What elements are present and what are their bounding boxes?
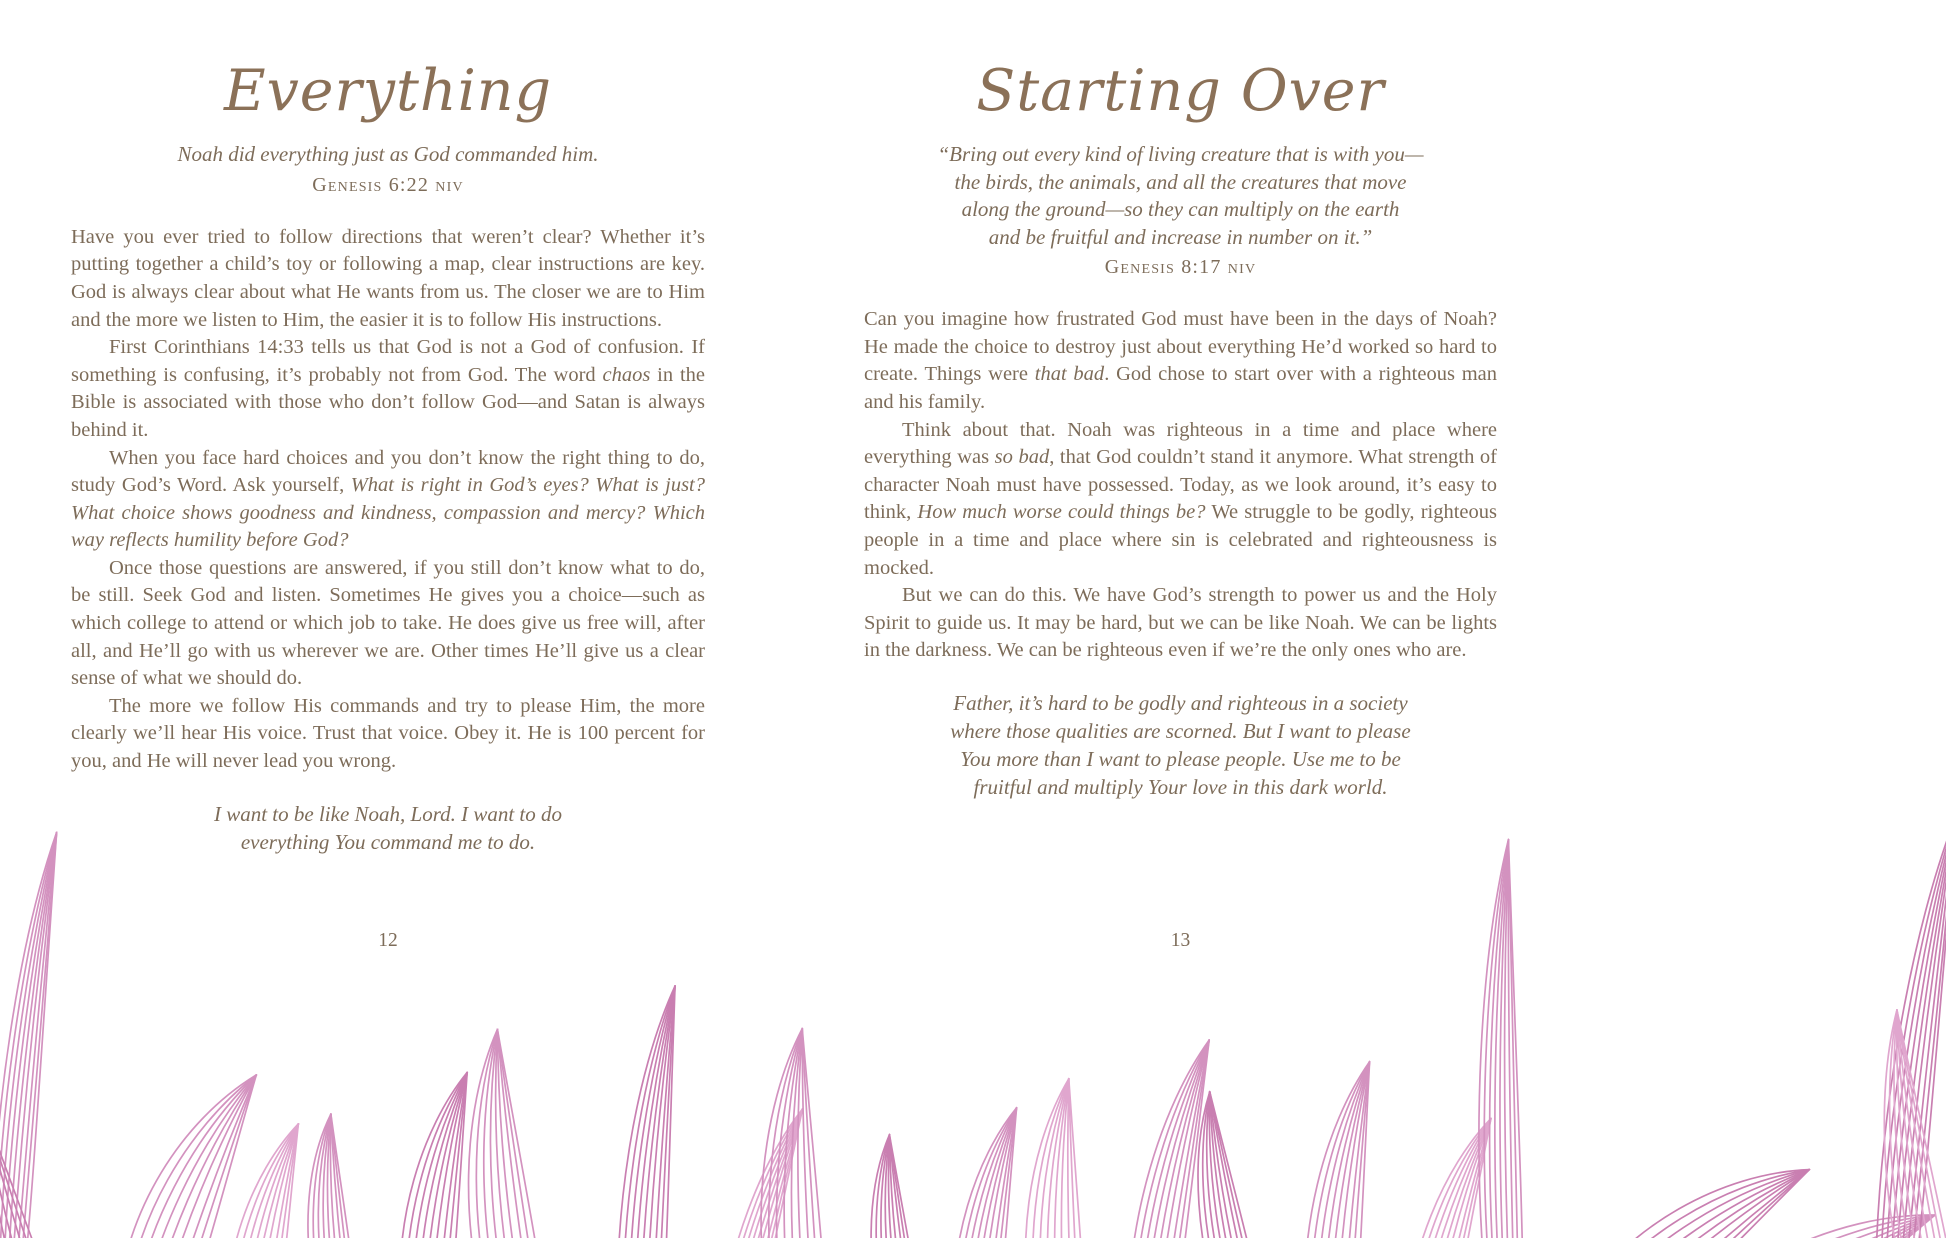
- verse-quote: “Bring out every kind of living creature that is with you— the birds, the animals, and all the creatures that move along the ground—so they can multiply on the earth and be fruitful and increase in number on it.”: [937, 142, 1424, 249]
- prayer-text: I want to be like Noah, Lord. I want to do everything You command me to do.: [213, 801, 563, 854]
- body-paragraph: Think about that. Noah was righteous in a time and place where everything was so bad, that God couldn’t stand it anymore. What strength of character Noah must have possessed. Today, as we look around, it’s easy to think, How much worse could things be? We struggle to be godly, righteous people in a time and place where sin is celebrated and righteousness is mocked.: [864, 418, 1498, 579]
- body-paragraph: When you face hard choices and you don’t know the right thing to do, study God’s Word. Ask yourself, What is right in God’s eyes? What is just? What choice shows goodness and kindness, compassion and mercy? Which way reflects humility before God?: [71, 446, 705, 552]
- devotional-text: [864, 306, 1497, 665]
- page-number: 12: [378, 930, 398, 951]
- body-paragraph: Have you ever tried to follow directions that weren’t clear? Whether it’s putting together a child’s toy or following a map, clear instructions are key. God is always clear about what He wants from us. The closer we are to Him and the more we listen to Him, the easier it is to follow His instructions.: [71, 225, 705, 331]
- verse-reference: Genesis 8:17 niv: [1104, 256, 1257, 279]
- body-paragraph: Once those questions are answered, if you still don’t know what to do, be still. Seek God and listen. Sometimes He gives you a choice—such as which college to attend or which job to take. He does give us free will, after all, and He’ll go with us wherever we are. Other times He’ll give us a clear sense of what we should do.: [71, 556, 705, 690]
- page-number: 13: [1170, 930, 1191, 951]
- page-title: Everything: [223, 58, 553, 124]
- body-paragraph: First Corinthians 14:33 tells us that God is not a God of confusion. If something is confusing, it’s probably not from God. The word chaos in the Bible is associated with those who don’t follow God—and Satan is always behind it.: [71, 336, 705, 441]
- body-paragraph: Can you imagine how frustrated God must have been in the days of Noah? He made the choice to destroy just about everything He’d worked so hard to create. Things were that bad. God chose to start over with a righteous man and his family.: [864, 308, 1498, 414]
- verse-reference: Genesis 6:22 niv: [312, 173, 464, 196]
- verse-quote: Noah did everything just as God commanded him.: [177, 142, 599, 167]
- left-page: [71, 58, 705, 951]
- body-paragraph: But we can do this. We have God’s strength to power us and the Holy Spirit to guide us. It may be hard, but we can be like Noah. We can be lights in the darkness. We can be righteous even if we’re the only ones who are.: [864, 584, 1497, 662]
- devotional-text: [71, 224, 705, 776]
- page-title: Starting Over: [976, 58, 1385, 124]
- right-page: [864, 58, 1498, 951]
- prayer-text: Father, it’s hard to be godly and righteous in a society where those qualities are scorned. But I want to please You more than I want to please people. Use me to be fruitful and multiply Your love in this dark world.: [950, 690, 1411, 799]
- body-paragraph: The more we follow His commands and try to please Him, the more clearly we’ll hear His voice. Trust that voice. Obey it. He is 100 percent for you, and He will never lead you wrong.: [71, 694, 705, 773]
